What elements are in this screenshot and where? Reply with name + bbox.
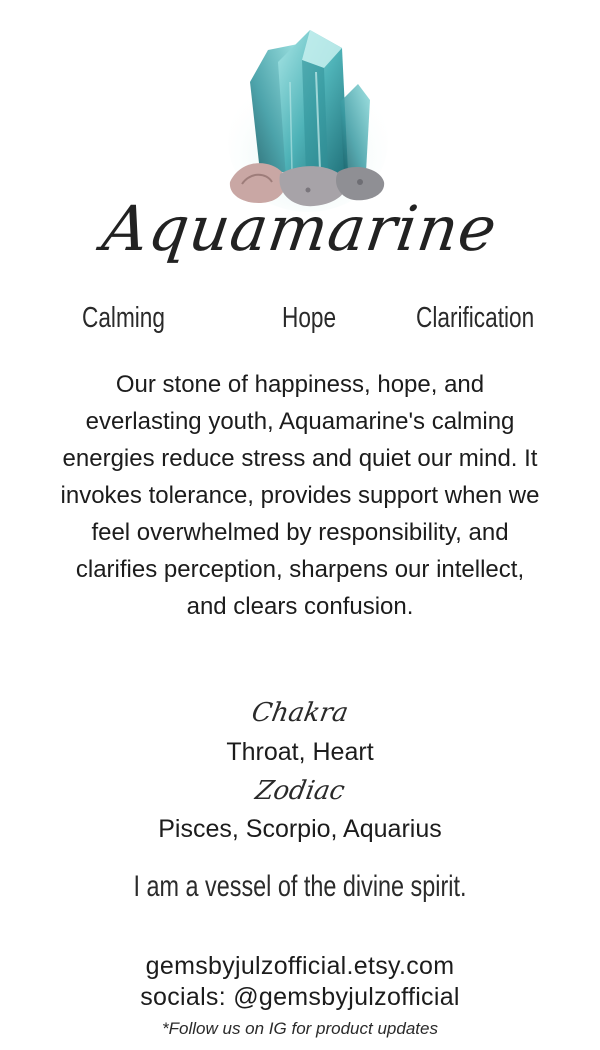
- trait-calming: Calming: [82, 302, 165, 334]
- chakra-label: Chakra: [249, 698, 351, 728]
- chakra-value: Throat, Heart: [226, 738, 374, 766]
- etsy-link[interactable]: gemsbyjulzofficial.etsy.com: [145, 952, 455, 980]
- traits-row: [0, 302, 600, 346]
- zodiac-label: Zodiac: [252, 776, 348, 806]
- socials-handle[interactable]: socials: @gemsbyjulzofficial: [140, 983, 460, 1011]
- zodiac-value: Pisces, Scorpio, Aquarius: [158, 815, 442, 843]
- affirmation: I am a vessel of the divine spirit.: [133, 870, 467, 903]
- stone-title: Aquamarine: [98, 192, 502, 265]
- stone-description: Our stone of happiness, hope, and everlasting youth, Aquamarine's calming energies reduce stress and quiet our mind. It invokes tolerance, provides support when we feel overwhelmed by responsibility, and clarifies perception, sharpens our intellect, and clears confusion.: [60, 371, 540, 620]
- footnote: *Follow us on IG for product updates: [162, 1019, 438, 1038]
- crystal-illustration: [220, 22, 390, 212]
- trait-clarification: Clarification: [416, 302, 535, 334]
- crystal-icon: [220, 22, 390, 212]
- trait-hope: Hope: [282, 302, 337, 334]
